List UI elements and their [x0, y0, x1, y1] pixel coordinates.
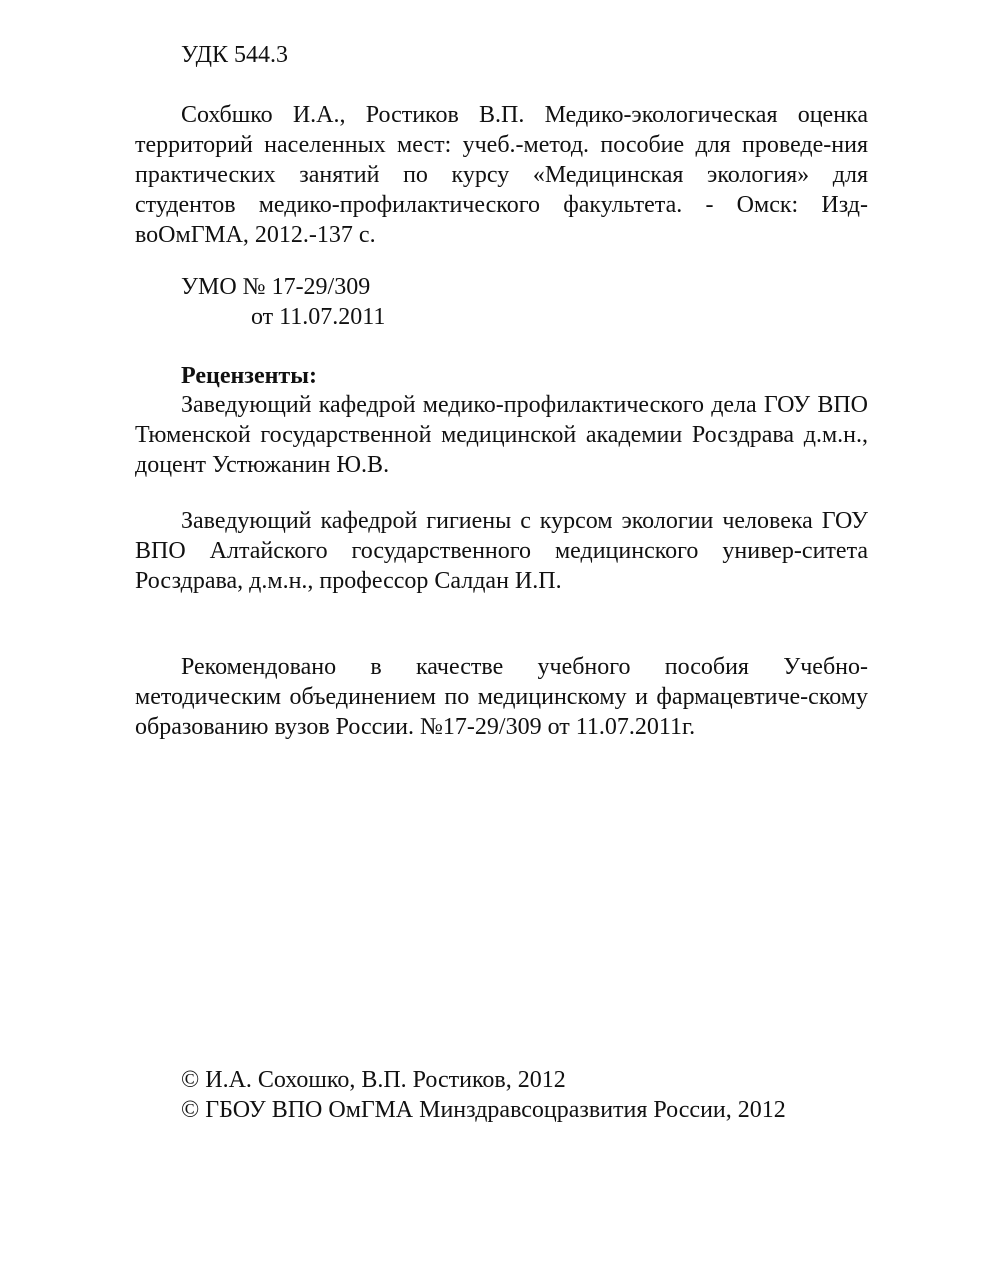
recommendation-text: Рекомендовано в качестве учебного пособия Учебно-методическим объединением по медицинскому и фармацевтиче-скому образованию вузов России. №17-29/309 от 11.07.2011г.: [135, 654, 868, 740]
copyright-authors: © И.А. Сохошко, В.П. Ростиков, 2012: [181, 1067, 566, 1093]
reviewers-heading: Рецензенты:: [181, 363, 317, 389]
reviewer-1: Заведующий кафедрой медико-профилактического дела ГОУ ВПО Тюменской государственной медицинской академии Росздрава д.м.н., доцент Устюжанин Ю.В.: [135, 392, 868, 478]
bibliographic-entry: Сохбшко И.А., Ростиков В.П. Медико-экологическая оценка территорий населенных мест: учеб.-метод. пособие для проведе-ния практических занятий по курсу «Медицинская экология» для студентов медико-профилактического факультета. - Омск: Изд-воОмГМА, 2012.-137 с.: [135, 102, 868, 248]
udc-code: УДК 544.3: [181, 42, 288, 68]
reviewer-2: Заведующий кафедрой гигиены с курсом экологии человека ГОУ ВПО Алтайского государственного медицинского универ-ситета Росздрава, д.м.н., профессор Салдан И.П.: [135, 508, 868, 594]
umo-number: УМО № 17-29/309: [181, 274, 371, 300]
umo-date: от 11.07.2011: [251, 304, 386, 330]
copyright-publisher: © ГБОУ ВПО ОмГМА Минздравсоцразвития России, 2012: [181, 1097, 786, 1123]
umo-registration: [181, 272, 581, 332]
